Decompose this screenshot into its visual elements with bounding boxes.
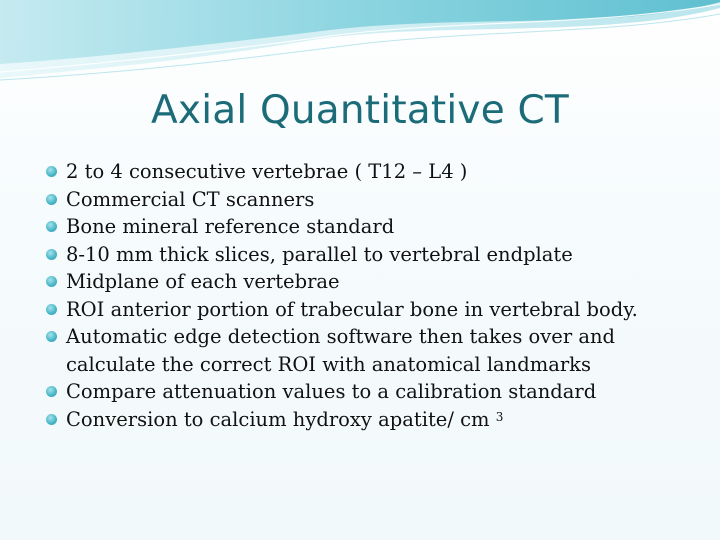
bullet-text: Midplane of each vertebrae <box>66 270 340 293</box>
bullet-dot-icon <box>46 276 57 287</box>
bullet-text: 2 to 4 consecutive vertebrae ( T12 – L4 ) <box>66 160 468 183</box>
bullet-text: Automatic edge detection software then takes over and calculate the correct ROI with anatomical landmarks <box>66 325 616 376</box>
bullet-text: 8-10 mm thick slices, parallel to vertebral endplate <box>66 242 573 266</box>
bullet-list <box>46 158 706 433</box>
bullet-dot-icon <box>46 304 57 315</box>
header-wave-decoration <box>0 0 720 90</box>
bullet-item <box>46 296 706 324</box>
bullet-item <box>46 378 706 406</box>
bullet-dot-icon <box>46 166 57 177</box>
slide-title: Axial Quantitative CT <box>151 88 569 133</box>
bullet-dot-icon <box>46 386 57 397</box>
bullet-item <box>46 186 706 214</box>
bullet-text: ROI anterior portion of trabecular bone in vertebral body. <box>66 297 638 321</box>
bullet-text: Bone mineral reference standard <box>66 215 395 238</box>
bullet-dot-icon <box>46 194 57 205</box>
bullet-dot-icon <box>46 414 57 425</box>
bullet-text: Conversion to calcium hydroxy apatite/ cm <box>66 407 490 431</box>
bullet-item <box>46 241 706 269</box>
bullet-item <box>46 158 706 186</box>
bullet-text: Compare attenuation values to a calibration standard <box>66 380 597 403</box>
bullet-dot-icon <box>46 221 57 232</box>
bullet-dot-icon <box>46 331 57 342</box>
superscript: 3 <box>495 409 504 424</box>
bullet-item <box>46 323 706 378</box>
bullet-item <box>46 406 706 434</box>
bullet-item <box>46 213 706 241</box>
bullet-text: Commercial CT scanners <box>66 187 315 211</box>
bullet-item <box>46 268 706 296</box>
bullet-dot-icon <box>46 249 57 260</box>
